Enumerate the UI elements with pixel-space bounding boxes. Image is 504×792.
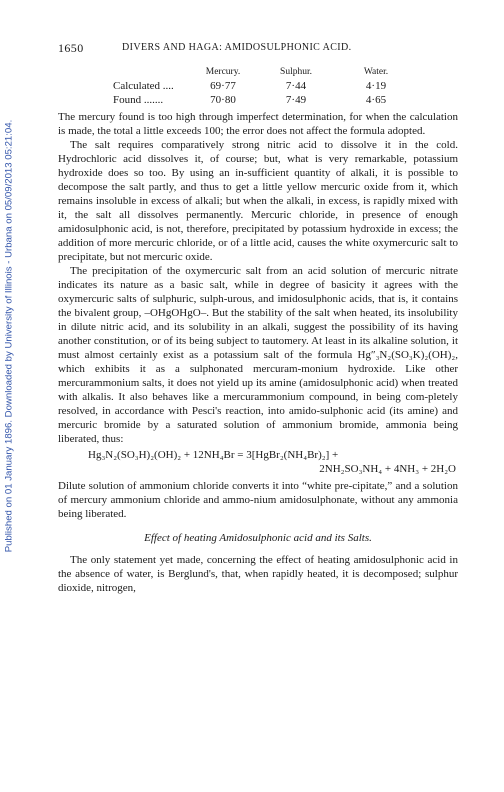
running-header [58,41,458,55]
paragraph-mercury-error: The mercury found is too high through imperfect determination, for when the calculation is made, the total a little exceeds 100; the error does not affect the formula adopted. [58,111,458,137]
column-header-mercury: Mercury. [205,67,241,77]
paragraph-heating: The only statement yet made, concerning the effect of heating amidosulphonic acid in the absence of water, is Berglund's, that, when rapidly heated, it is decomposed; sulphur dioxide, nitrogen, [58,554,458,594]
body-text [58,110,458,595]
calculated-sulphur: 7·44 [285,80,307,92]
column-header-water: Water. [363,67,389,77]
row-label-found: Found ....... [113,94,164,106]
paragraph-ammonium-chloride: Dilute solution of ammonium chloride converts it into “white pre-cipitate,” and a solution of mercury ammonium chloride and ammo-nium amidosulphonate, without any ammonia being liberated. [58,480,458,520]
equation-line-2: 2NH₂SO₃NH₄ + 4NH₃ + 2H₂O [319,463,456,475]
found-mercury: 70·80 [210,94,236,106]
watermark-text: Published on 01 January 1896. Downloaded by University of Illinois - Urbana on 05/09/2013 05:21:04. [3,119,15,553]
publication-watermark [2,36,16,636]
page-content [58,41,458,595]
table-row [58,93,458,107]
calculated-water: 4·19 [365,80,387,92]
column-header-sulphur: Sulphur. [280,67,312,77]
table-header-row [58,65,458,79]
table-row [58,79,458,93]
section-title: Effect of heating Amidosulphonic acid and its Salts. [144,532,372,544]
found-water: 4·65 [365,94,387,106]
running-title: DIVERS AND HAGA: AMIDOSULPHONIC ACID. [122,42,352,53]
calculated-mercury: 69·77 [210,80,236,92]
paragraph-precipitation: The precipitation of the oxymercuric salt from an acid solution of mercuric nitrate indicates its nature as a basic salt, while in degree of basicity it agrees with the oxymercuric salts of sulphuric, sulph-urous, and imidosulphonic acids, that is, it contains the bivalent group, –OHgOHgO–. But the stability of the salt when heated, its insolubility in dilute nitric acid, and its solubility in an alkali, suggest the possibility of its having another constitution, or of its being subject to tautomery. At least in its alkaline solution, it must almost certainly exist as a potassium salt of the formula Hg″₃N₂(SO₃K)₂(OH)₂, which exhibits it as a sulphonated mercuram-monium hydroxide. Like other mercurammonium salts, it does not yield up its amine (amidosulphonic acid) when treated with alkalis. It also behaves like a mercurammonium compound, in being com-pletely resolved, in accordance with Pesci's reaction, into amido-sulphonic acid (its amine) and mercuric bromide by a saturated solution of ammonium bromide, ammonia being liberated, thus: [58,265,458,445]
found-sulphur: 7·49 [285,94,307,106]
analysis-table [58,65,458,107]
row-label-calculated: Calculated .... [113,80,174,92]
paragraph-solubility: The salt requires comparatively strong nitric acid to dissolve it in the cold. Hydrochloric acid dissolves it, of course; but, what is very remarkable, potassium hydroxide does so too. By using an in-sufficient quantity of alkali, it is possible to decompose the salt partly, and thus to get a little yellow mercuric oxide from it, which remains insoluble in excess of alkali; but when the alkali, in excess, is rapidly mixed with it, the salt all dissolves permanently. Mercuric chloride, in presence of enough amidosulphonic acid, is not, therefore, precipitated by potassium hydroxide in excess; the addition of more mercuric chloride, or of a little acid, causes the white oxymercuric salt to precipitate, but not mercuric oxide. [58,139,458,263]
page-number: 1650 [58,41,84,55]
equation-line-1: Hg₃N₂(SO₃H)₂(OH)₂ + 12NH₄Br = 3[HgBr₂(NH₄Br)₂] + [88,449,339,461]
